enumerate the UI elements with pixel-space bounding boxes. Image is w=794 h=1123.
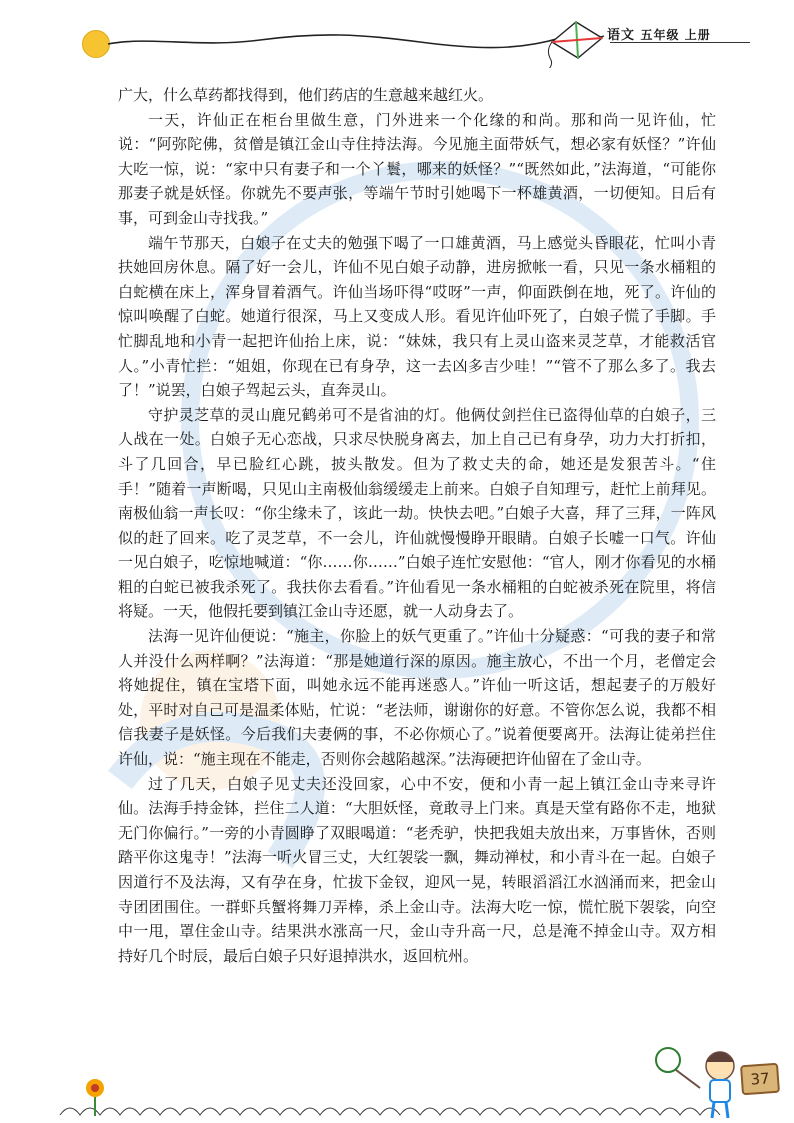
kite-icon [546, 18, 606, 68]
book-title [607, 24, 711, 43]
flower-icon [80, 1076, 110, 1116]
paragraph-3: 端午节那天，白娘子在丈夫的勉强下喝了一口雄黄酒，马上感觉头昏眼花，忙叫小青扶她回房休息。隔了好一会儿，许仙不见白娘子动静，进房掀帐一看，只见一条水桶粗的白蛇横在床上，浑身冒着酒气。许仙当场吓得“哎呀”一声，仰面跌倒在地，死了。许仙的惊叫唤醒了白蛇。她道行很深，马上又变成人形。看见许仙吓死了，白娘子慌了手脚。手忙脚乱地和小青一起把许仙抬上床，说：“妹妹，我只有上灵山盗来灵芝草，才能救活官人。”小青忙拦：“姐姐，你现在已有身孕，这一去凶多吉少哇！”“管不了那么多了。我去了！”说罢，白娘子驾起云头，直奔灵山。 [118, 233, 716, 400]
paragraph-5: 法海一见许仙便说：“施主，你脸上的妖气更重了。”许仙十分疑惑：“可我的妻子和常人并没什么两样啊？”法海道：“那是她道行深的原因。施主放心，不出一个月，老僧定会将她捉住，镇在宝塔下面，叫她永远不能再迷惑人。”许仙一听这话，想起妻子的万般好处，平时对自己可是温柔体贴，忙说：“老法师，谢谢你的好意。不管你怎么说，我都不相信我妻子是妖怪。今后我们夫妻俩的事，不必你烦心了。”说着便要离开。法海让徒弟拦住许仙，说：“施主现在不能走，否则你会越陷越深。”法海硬把许仙留在了金山寺。 [118, 627, 716, 769]
book-grade: 五年级 上册 [640, 28, 711, 42]
book-subject: 语文 [607, 28, 636, 43]
page-number: 37 [740, 1063, 780, 1096]
title-rule [610, 42, 750, 43]
paragraph-4: 守护灵芝草的灵山鹿兄鹤弟可不是省油的灯。他俩仗剑拦住已盗得仙草的白娘子，三人战在一处。白娘子无心恋战，只求尽快脱身离去，加上自己已有身孕，功力大打折扣，斗了几回合，早已脸红心跳，披头散发。但为了救丈夫的命，她还是发狠苦斗。“住手！”随着一声断喝，只见山主南极仙翁缓缓走上前来。白娘子自知理亏，赶忙上前拜见。南极仙翁一声长叹：“你尘缘未了，该此一劫。快快去吧。”白娘子大喜，拜了三拜，一阵风似的赶了回来。吃了灵芝草，不一会儿，许仙就慢慢睁开眼睛。白娘子长嘘一口气。许仙一见白娘子，吃惊地喊道：“你……你……”白娘子连忙安慰他：“官人，刚才你看见的水桶粗的白蛇已被我杀死了。我扶你去看看。”许仙看见一条水桶粗的白蛇被杀死在院里，将信将疑。一天，他假托要到镇江金山寺还愿，就一人动身去了。 [118, 405, 716, 621]
paragraph-1: 广大，什么草药都找得到，他们药店的生意越来越红火。 [118, 86, 494, 104]
paragraph-6: 过了几天，白娘子见丈夫还没回家，心中不安，便和小青一起上镇江金山寺来寻许仙。法海手持金钵，拦住二人道：“大胆妖怪，竟敢寻上门来。真是天堂有路你不走，地狱无门你偏行。”一旁的小青圆睁了双眼喝道：“老秃驴，快把我姐夫放出来，万事皆休，否则踏平你这鬼寺！”法海一听火冒三丈，大红袈裟一飘，舞动禅杖，和小青斗在一起。白娘子因道行不及法海，又有孕在身，忙拔下金钗，迎风一晃，转眼滔滔江水汹涌而来，把金山寺团团围住。一群虾兵蟹将舞刀弄棒，杀上金山寺。法海大吃一惊，慌忙脱下袈裟，向空中一甩，罩住金山寺。结果洪水涨高一尺，金山寺升高一尺，总是淹不掉金山寺。双方相持好几个时辰，最后白娘子只好退掉洪水，返回杭州。 [118, 774, 716, 965]
girl-with-net-illustration [640, 1030, 750, 1120]
paragraph-2: 一天，许仙正在柜台里做生意，门外进来一个化缘的和尚。那和尚一见许仙，忙说：“阿弥陀佛，贫僧是镇江金山寺住持法海。今见施主面带妖气，想必家有妖怪？”许仙大吃一惊，说：“家中只有妻子和一个丫鬟，哪来的妖怪？”“既然如此，”法海道，“可能你那妻子就是妖怪。你就先不要声张，等端午节时引她喝下一杯雄黄酒，一切便知。日后有事，可到金山寺找我。” [118, 110, 716, 227]
article-body [118, 83, 716, 968]
